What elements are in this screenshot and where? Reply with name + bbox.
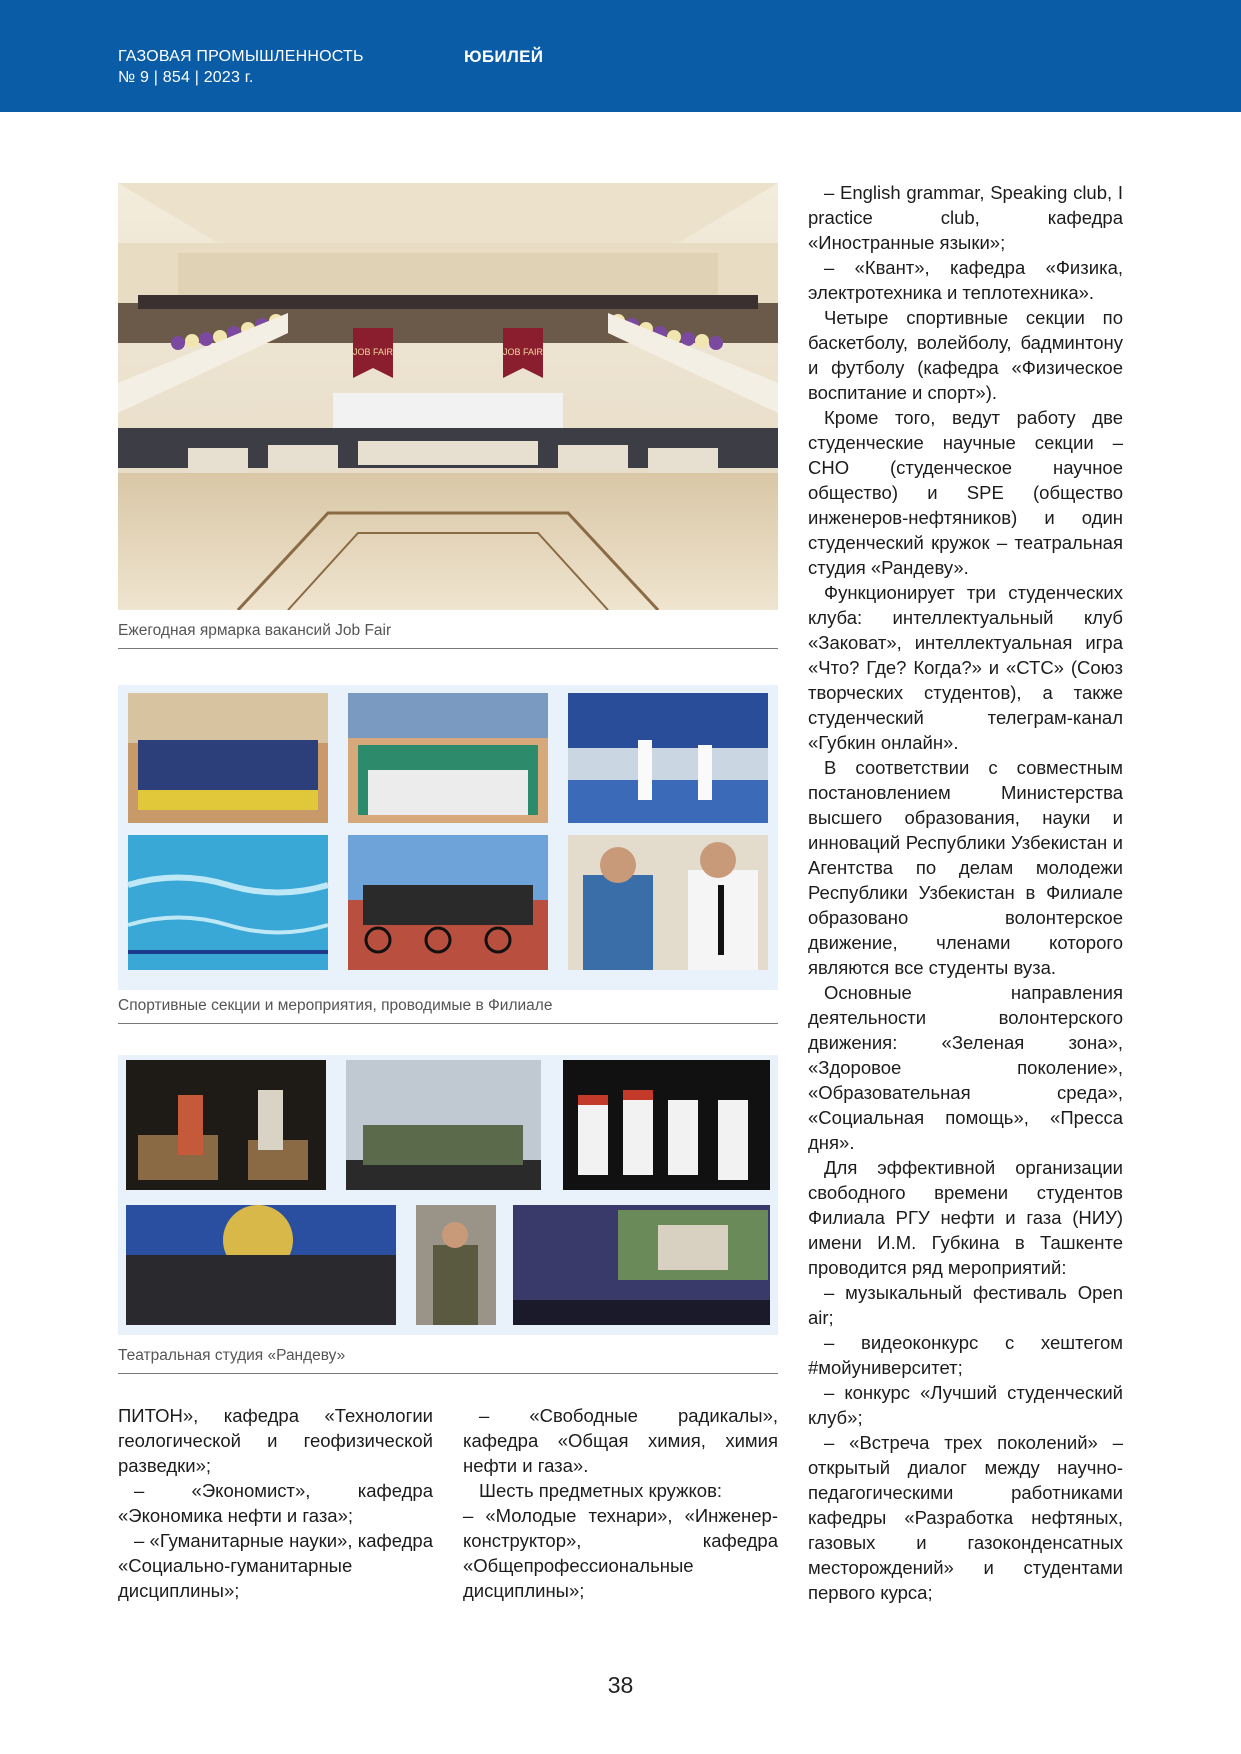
sports-collage [118,685,778,990]
banner-text-left: JOB FAIR [352,347,394,357]
page-header [0,0,1241,112]
theater-actor-photo [416,1205,496,1325]
paragraph: Четыре спортивные секции по баскетболу, волейболу, бадминтону и футболу (кафедра «Физическое воспитание и спорт»). [808,307,1123,403]
paragraph: – музыкальный фестиваль Open air; [808,1282,1123,1328]
paragraph: В соответствии с совместным постановлением Министерства высшего образования, науки и инноваций Республики Узбекистан и Агентства по делам молодежи Республики Узбекистан в Филиале образовано волонтерское движение, членами которого являются все студенты вуза. [808,757,1123,978]
paragraph: – конкурс «Лучший студенческий клуб»; [808,1382,1123,1428]
paragraph: – «Встреча трех поколений» – открытый диалог между научно-педагогическими работниками кафедры «Разработка нефтяных, газовых и газоконденсатных месторождений» и студентами первого курса; [808,1432,1123,1603]
left-column [118,1403,433,1603]
theater-stage-photo [513,1205,770,1325]
taekwondo-photo [568,693,768,823]
paragraph: – English grammar, Speaking club, I practice club, кафедра «Иностранные языки»; [808,182,1123,253]
banner-text-right: JOB FAIR [502,347,544,357]
paragraph: ПИТОН», кафедра «Технологии геологической и геофизической разведки»; [118,1405,433,1476]
paragraph: – «Экономист», кафедра «Экономика нефти и газа»; [118,1480,433,1526]
theater-collage [118,1055,778,1335]
job-fair-photo [118,183,778,610]
theater-scene-1 [126,1060,326,1190]
job-fair-caption: Ежегодная ярмарка вакансий Job Fair [118,622,778,649]
theater-caption: Театральная студия «Рандеву» [118,1347,778,1374]
paragraph: Для эффективной организации свободного времени студентов Филиала РГУ нефти и газа (НИУ) имени И.М. Губкина в Ташкенте проводится ряд мероприятий: [808,1157,1123,1278]
paragraph: – «Свободные радикалы», кафедра «Общая химия, химия нефти и газа». [463,1405,778,1476]
journal-issue: № 9 | 854 | 2023 г. [118,69,254,86]
right-column [808,180,1123,1605]
volleyball-team-photo [128,693,328,823]
journal-info [118,46,364,88]
swimming-photo [128,835,328,970]
journal-title: ГАЗОВАЯ ПРОМЫШЛЕННОСТЬ [118,48,364,65]
paragraph: Функционирует три студенческих клуба: интеллектуальный клуб «Заковат», интеллектуальная игра «Что? Где? Когда?» и «СТС» (Союз творческих студентов), а также студенческий телеграм-канал «Губкин онлайн». [808,582,1123,753]
paragraph: – «Квант», кафедра «Физика, электротехника и теплотехника». [808,257,1123,303]
sports-caption: Спортивные секции и мероприятия, проводимые в Филиале [118,997,778,1024]
paragraph: – «Молодые технари», «Инженер-конструктор», кафедра «Общепрофессиональные дисциплины»; [463,1505,778,1601]
paragraph: – видеоконкурс с хештегом #мойуниверситет; [808,1332,1123,1378]
gym-event-photo [348,693,548,823]
paragraph: Кроме того, ведут работу две студенческие научные секции – СНО (студенческое научное общество) и SPE (общество инженеров-нефтяников) и один студенческий кружок – театральная студия «Рандеву». [808,407,1123,578]
theater-scene-3 [563,1060,770,1190]
theater-group-photo [126,1205,396,1325]
page-number: 38 [607,1672,634,1698]
theater-scene-2 [346,1060,541,1190]
paragraph: Шесть предметных кружков: [479,1480,723,1501]
paragraph: – «Гуманитарные науки», кафедра «Социально-гуманитарные дисциплины»; [118,1530,433,1601]
middle-column [463,1403,778,1603]
section-title: ЮБИЛЕЙ [464,47,544,66]
cycling-photo [348,835,548,970]
armwrestling-photo [568,835,768,970]
paragraph: Основные направления деятельности волонтерского движения: «Зеленая зона», «Здоровое поколение», «Образовательная среда», «Социальная помощь», «Пресса дня». [808,982,1123,1153]
